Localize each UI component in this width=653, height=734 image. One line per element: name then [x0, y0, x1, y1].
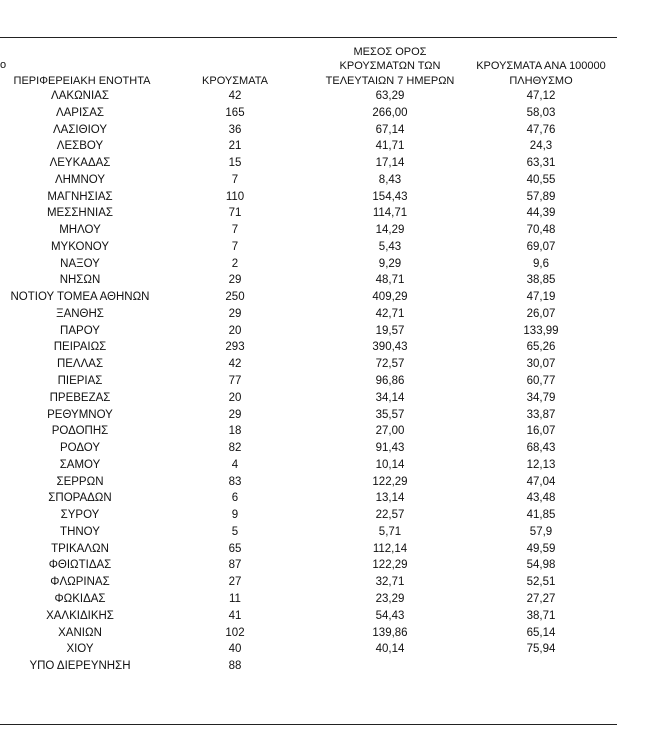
table-row [0, 122, 617, 139]
table-row [0, 474, 617, 491]
cell-cases: 29 [228, 307, 242, 320]
table-row [0, 423, 617, 440]
cell-cases-per-100k: 49,59 [526, 542, 556, 555]
cell-region: ΝΗΣΩΝ [59, 274, 101, 287]
header-7day-average-line: ΤΕΛΕΥΤΑΙΩΝ 7 ΗΜΕΡΩΝ [325, 74, 455, 87]
cell-cases-per-100k: 54,98 [526, 559, 556, 572]
cell-cases: 293 [225, 341, 245, 354]
header-cases-per-100k-line: ΠΛΗΘΥΣΜΟ [509, 74, 573, 87]
header-7day-average-line: ΜΕΣΟΣ ΟΡΟΣ [353, 45, 427, 58]
cell-region: ΛΑΚΩΝΙΑΣ [51, 90, 109, 102]
cell-cases-per-100k: 9,6 [533, 257, 549, 270]
cell-7day-average: 91,43 [375, 442, 405, 455]
cell-region: ΦΛΩΡΙΝΑΣ [50, 576, 110, 589]
cell-cases-per-100k: 52,51 [526, 576, 556, 589]
cell-cases-per-100k: 30,07 [526, 358, 556, 371]
cell-7day-average: 19,57 [375, 324, 405, 337]
table-row [0, 373, 617, 390]
cropped-text-fragment: o [0, 59, 7, 71]
cell-cases-per-100k: 16,07 [526, 425, 556, 438]
cell-cases-per-100k: 47,04 [526, 475, 556, 488]
table-row [0, 390, 617, 407]
cell-cases: 7 [231, 224, 239, 237]
cell-7day-average: 122,29 [372, 475, 408, 488]
cell-7day-average: 409,29 [372, 291, 408, 304]
cell-cases: 36 [228, 123, 242, 136]
table-row [0, 189, 617, 206]
cell-cases-per-100k: 27,27 [526, 592, 556, 605]
cell-cases: 5 [231, 525, 239, 538]
cell-region: ΦΩΚΙΔΑΣ [54, 592, 106, 605]
cell-cases-per-100k: 40,55 [526, 173, 556, 186]
cell-region: ΛΑΣΙΘΙΟΥ [52, 123, 108, 136]
cell-cases: 2 [231, 257, 239, 270]
table-row [0, 105, 617, 122]
cell-region: ΦΘΙΩΤΙΔΑΣ [48, 559, 112, 572]
cell-cases: 7 [231, 240, 239, 253]
table-row [0, 541, 617, 558]
cell-7day-average: 122,29 [372, 559, 408, 572]
cell-7day-average: 54,43 [375, 609, 405, 622]
cell-7day-average: 42,71 [375, 307, 405, 320]
cell-7day-average: 154,43 [372, 190, 408, 203]
cell-7day-average: 10,14 [375, 458, 405, 471]
table-row [0, 88, 617, 105]
cell-7day-average: 72,57 [375, 358, 405, 371]
cell-cases: 87 [228, 559, 242, 572]
cell-cases-per-100k: 57,89 [526, 190, 556, 203]
cell-cases-per-100k: 60,77 [526, 375, 556, 388]
cell-cases: 7 [231, 173, 239, 186]
cell-cases: 71 [228, 207, 242, 220]
cell-7day-average: 48,71 [375, 274, 405, 287]
cell-region: ΣΕΡΡΩΝ [56, 475, 104, 488]
table-row [0, 306, 617, 323]
cell-cases: 4 [231, 458, 239, 471]
cell-cases-per-100k: 75,94 [526, 643, 556, 656]
cell-region: ΠΑΡΟΥ [60, 324, 100, 337]
cell-cases: 41 [228, 609, 242, 622]
table-row [0, 407, 617, 424]
cell-7day-average: 8,43 [378, 173, 402, 186]
cell-7day-average: 17,14 [375, 157, 405, 170]
cell-cases: 250 [225, 291, 245, 304]
cell-region: ΣΠΟΡΑΔΩΝ [48, 492, 112, 505]
cell-7day-average: 114,71 [372, 207, 408, 220]
cell-region: ΝΟΤΙΟΥ ΤΟΜΕΑ ΑΘΗΝΩΝ [10, 291, 150, 304]
cell-cases: 65 [228, 542, 242, 555]
table-row [0, 557, 617, 574]
cell-cases: 102 [225, 626, 245, 639]
cell-cases-per-100k: 38,71 [526, 609, 556, 622]
cell-cases-per-100k: 65,14 [526, 626, 556, 639]
cell-cases: 18 [228, 425, 242, 438]
table-row [0, 356, 617, 373]
cell-region: ΤΗΝΟΥ [60, 525, 100, 538]
cell-cases: 42 [228, 358, 242, 371]
table-row [0, 574, 617, 591]
table-row [0, 172, 617, 189]
cell-cases: 6 [231, 492, 239, 505]
cell-cases-per-100k: 69,07 [526, 240, 556, 253]
header-7day-average-line: ΚΡΟΥΣΜΑΤΩΝ ΤΩΝ [339, 60, 441, 72]
cell-7day-average: 34,14 [375, 391, 405, 404]
cell-cases-per-100k: 57,9 [529, 525, 553, 538]
cell-region: ΣΑΜΟΥ [59, 458, 101, 471]
cell-cases: 29 [228, 274, 242, 287]
cell-cases: 21 [228, 140, 242, 153]
cell-cases-per-100k: 47,19 [526, 291, 556, 304]
table-header [0, 40, 617, 90]
cell-region: ΠΕΛΛΑΣ [56, 358, 104, 371]
cell-7day-average: 22,57 [375, 509, 405, 522]
cell-region: ΝΑΞΟΥ [60, 257, 100, 270]
cell-region: ΡΟΔΟΠΗΣ [51, 425, 109, 438]
cell-cases-per-100k: 44,39 [526, 207, 556, 220]
cell-region: ΠΡΕΒΕΖΑΣ [49, 391, 111, 404]
cell-cases: 27 [228, 576, 242, 589]
cell-cases-per-100k: 41,85 [526, 509, 556, 522]
cell-cases: 20 [228, 391, 242, 404]
cell-region: ΧΑΛΚΙΔΙΚΗΣ [46, 609, 114, 622]
cell-cases: 165 [225, 106, 245, 119]
cell-region: ΡΕΘΥΜΝΟΥ [47, 408, 113, 421]
table-row [0, 222, 617, 239]
cell-region: ΡΟΔΟΥ [59, 442, 101, 455]
table-row [0, 524, 617, 541]
cell-cases-per-100k: 38,85 [526, 274, 556, 287]
table-row [0, 138, 617, 155]
cell-region: ΞΑΝΘΗΣ [56, 307, 104, 320]
cell-7day-average: 13,14 [375, 492, 405, 505]
table-row [0, 323, 617, 340]
cell-cases: 40 [228, 643, 242, 656]
cell-cases-per-100k: 12,13 [526, 458, 556, 471]
cell-cases-per-100k: 133,99 [523, 324, 559, 337]
table-row [0, 289, 617, 306]
table-row [0, 256, 617, 273]
bottom-rule [0, 724, 617, 725]
cell-cases: 15 [228, 157, 242, 170]
cell-7day-average: 14,29 [375, 224, 405, 237]
cell-region: ΛΑΡΙΣΑΣ [55, 106, 105, 119]
cell-cases: 110 [225, 190, 245, 203]
header-7day-average [317, 45, 463, 89]
cell-7day-average: 139,86 [372, 626, 408, 639]
cell-7day-average: 27,00 [375, 425, 405, 438]
cell-7day-average: 32,71 [375, 576, 405, 589]
table-row [0, 625, 617, 642]
cell-7day-average: 67,14 [375, 123, 405, 136]
cell-cases: 29 [228, 408, 242, 421]
header-region: ΠΕΡΙΦΕΡΕΙΑΚΗ ΕΝΟΤΗΤΑ [13, 74, 151, 87]
cell-cases-per-100k: 24,3 [529, 140, 553, 153]
table-row [0, 641, 617, 658]
cell-cases-per-100k: 65,26 [526, 341, 556, 354]
table-row [0, 490, 617, 507]
cell-region: ΛΕΣΒΟΥ [56, 140, 104, 153]
cell-region: ΧΑΝΙΩΝ [58, 626, 102, 639]
cell-region: ΠΕΙΡΑΙΩΣ [53, 341, 107, 354]
cell-7day-average: 5,43 [378, 240, 402, 253]
cell-region: ΤΡΙΚΑΛΩΝ [51, 542, 109, 555]
cell-7day-average: 23,29 [375, 592, 405, 605]
cell-region: ΠΙΕΡΙΑΣ [57, 375, 103, 388]
cell-7day-average: 112,14 [372, 542, 408, 555]
cell-7day-average: 266,00 [372, 106, 408, 119]
cell-cases-per-100k: 70,48 [526, 224, 556, 237]
cell-cases-per-100k: 58,03 [526, 106, 556, 119]
cell-cases-per-100k: 43,48 [526, 492, 556, 505]
cell-cases-per-100k: 47,76 [526, 123, 556, 136]
table-row [0, 440, 617, 457]
cell-7day-average: 5,71 [378, 525, 402, 538]
cell-7day-average: 390,43 [372, 341, 408, 354]
header-cases-per-100k [463, 59, 619, 88]
cell-cases: 9 [231, 509, 239, 522]
cell-cases-per-100k: 34,79 [526, 391, 556, 404]
table-row [0, 457, 617, 474]
cell-cases: 82 [228, 442, 242, 455]
cell-cases-per-100k: 68,43 [526, 442, 556, 455]
cell-cases: 42 [228, 90, 242, 102]
cell-7day-average: 35,57 [375, 408, 405, 421]
cell-region: ΛΗΜΝΟΥ [54, 173, 106, 186]
cell-cases: 83 [228, 475, 242, 488]
table-row [0, 507, 617, 524]
table-row [0, 608, 617, 625]
cell-cases: 11 [229, 592, 241, 605]
cell-cases-per-100k: 63,31 [526, 157, 556, 170]
table-row [0, 658, 617, 675]
cell-region: ΜΗΛΟΥ [59, 224, 101, 237]
table-row [0, 339, 617, 356]
table-row [0, 239, 617, 256]
cell-region: ΜΑΓΝΗΣΙΑΣ [47, 190, 113, 203]
table-row [0, 272, 617, 289]
cell-7day-average: 41,71 [375, 140, 405, 153]
cell-region: ΧΙΟΥ [66, 643, 94, 656]
cell-cases-per-100k: 33,87 [526, 408, 556, 421]
header-cases-per-100k-line: ΚΡΟΥΣΜΑΤΑ ΑΝΑ 100000 [476, 60, 606, 72]
cell-cases-per-100k: 26,07 [526, 307, 556, 320]
cell-cases: 20 [228, 324, 242, 337]
cell-region: ΜΥΚΟΝΟΥ [50, 240, 110, 253]
cell-region: ΥΠΟ ΔΙΕΡΕΥΝΗΣΗ [29, 660, 131, 673]
cell-region: ΜΕΣΣΗΝΙΑΣ [46, 207, 114, 220]
table-row [0, 155, 617, 172]
cell-7day-average: 63,29 [375, 90, 405, 102]
cell-region: ΣΥΡΟΥ [60, 509, 100, 522]
cell-7day-average: 40,14 [375, 643, 405, 656]
header-cases: ΚΡΟΥΣΜΑΤΑ [202, 74, 268, 87]
cell-cases: 77 [228, 375, 242, 388]
cell-region: ΛΕΥΚΑΔΑΣ [49, 157, 111, 170]
table-body [0, 88, 617, 675]
table-row [0, 205, 617, 222]
cell-cases: 88 [228, 660, 242, 673]
top-rule [0, 37, 617, 38]
cell-cases-per-100k: 47,12 [526, 90, 556, 102]
table-row [0, 591, 617, 608]
cell-7day-average: 9,29 [378, 257, 402, 270]
cell-7day-average: 96,86 [375, 375, 405, 388]
